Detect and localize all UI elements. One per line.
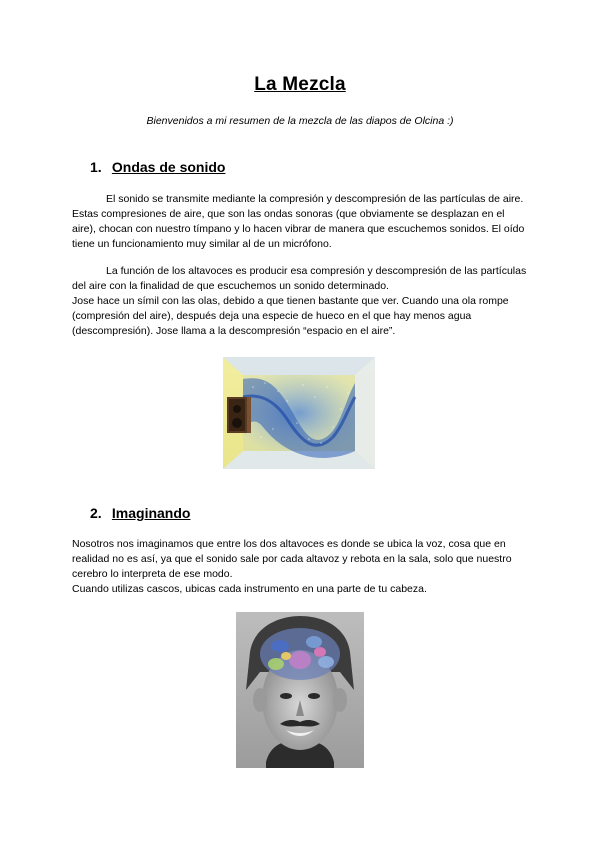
section-2-paragraph-2: Cuando utilizas cascos, ubicas cada instrumento en una parte de tu cabeza. bbox=[72, 583, 427, 595]
section-1-number: 1. bbox=[90, 159, 102, 175]
sound-wave-image bbox=[223, 357, 375, 469]
head-image bbox=[236, 612, 364, 768]
section-1-paragraph-1: El sonido se transmite mediante la compresión y descompresión de las partículas de aire. Estas compresiones de aire, que son las ondas sonoras (que obviamente se desplazan en el aire), chocan con nuestro tímpano y lo hacen vibrar de manera que escuchemos sonidos. El oído tiene un funcionamiento muy similar al de un micrófono. bbox=[72, 193, 525, 250]
section-2-heading bbox=[90, 505, 190, 521]
section-2-number: 2. bbox=[90, 505, 102, 521]
sound-wave-illustration bbox=[223, 357, 375, 469]
section-1-heading bbox=[90, 159, 225, 175]
section-1-paragraph-2 bbox=[72, 264, 528, 339]
section-2-title: Imaginando bbox=[111, 505, 191, 521]
speaker-icon bbox=[227, 397, 251, 433]
page-subtitle: Bienvenidos a mi resumen de la mezcla de las diapos de Olcina :) bbox=[146, 115, 454, 127]
head-instruments-illustration bbox=[236, 612, 364, 768]
section-1-title: Ondas de sonido bbox=[111, 159, 226, 175]
page-title: La Mezcla bbox=[254, 74, 346, 95]
section-2-paragraph-1: Nosotros nos imaginamos que entre los dos altavoces es donde se ubica la voz, cosa que en realidad no es así, ya que el sonido sale por cada altavoz y rebota en la sala, solo que nuestro cerebro lo interpreta de ese modo. bbox=[72, 538, 512, 580]
section-1-paragraph-2-line-1: La función de los altavoces es producir esa compresión y descompresión de las partículas del aire con la finalidad de que escuchemos un sonido determinado. bbox=[72, 265, 527, 292]
section-1-paragraph-2-line-2: Jose hace un símil con las olas, debido a que tienen bastante que ver. Cuando una ola rompe (compresión del aire), después deja una especie de hueco en el que hay menos agua (descompresión). Jose llama a la descompresión “espacio en el aire”. bbox=[72, 295, 509, 337]
